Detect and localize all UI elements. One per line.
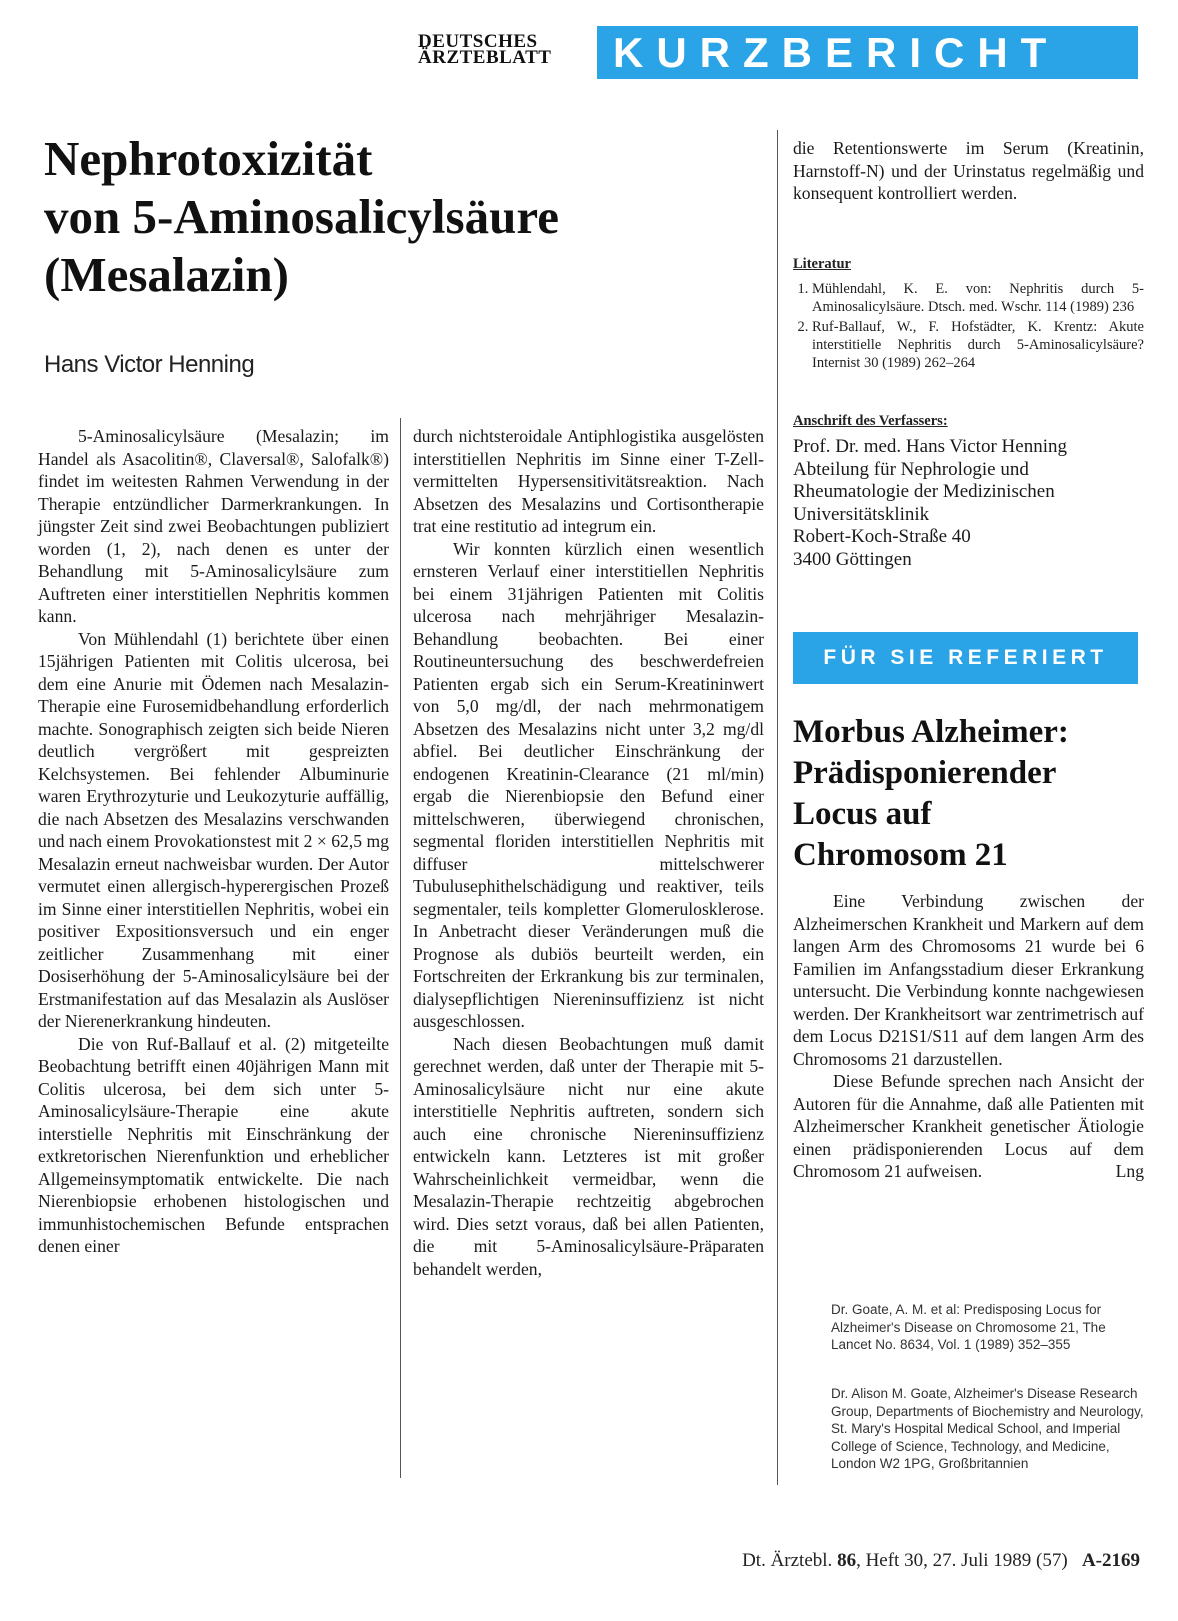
paragraph: durch nichtsteroidale Antiphlogistika ausgelösten interstitiellen Nephritis im Sinne einer T-Zell-vermittelten Hypersensitivitätsreaktion. Nach Absetzen des Mesalazins und Cortisontherapie trat eine restitutio ad integrum ein. bbox=[413, 426, 764, 536]
article-column-2 bbox=[413, 425, 764, 1280]
column-divider bbox=[400, 418, 401, 1478]
author-signature: Lng bbox=[1115, 1161, 1144, 1181]
paragraph: Von Mühlendahl (1) berichtete über einen 15jährigen Patienten mit Colitis ulcerosa, bei dem eine Anurie mit Ödemen nach Mesalazin-Therapie eine Furosemidbehandlung erforderlich machte. Sonographisch zeigten sich beide Nieren deutlich vergrößert mit gespreizten Kelchsystemen. Bei fehlender Albuminurie waren Erythrozyturie und Leukozyturie auffällig, die nach Absetzen des Mesalazins verschwanden und nach einem Provokationstest mit 2 × 62,5 mg Mesalazin erneut nachweisbar wurden. Der Autor vermutet einen allergisch-hyperergischen Prozeß im Sinne einer interstitiellen Nephritis, wobei ein positiver Expositionsversuch und ein enger zeitlicher Zusammenhang mit einer Dosiserhöhung der 5-Aminosalicylsäure bei der Erstmanifestation auf das Mesalazin als Auslöser der Nierenerkrankung hindeuten. bbox=[38, 628, 389, 1031]
address-line: 3400 Göttingen bbox=[793, 548, 912, 570]
literature-item: 2. Ruf-Ballauf, W., F. Hofstädter, K. Krentz: Akute interstitielle Nephritis durch 5-Aminosalicylsäure? Internist 30 (1989) 262–264 bbox=[812, 318, 1144, 372]
article-title-line1: Nephrotoxizität bbox=[44, 131, 373, 186]
address-heading: Anschrift des Verfassers: bbox=[793, 413, 948, 429]
paragraph-text: Diese Befunde sprechen nach Ansicht der Autoren für die Annahme, daß alle Patienten mit Alzheimerscher Krankheit genetischer Ätiologie einen prädisponierenden Locus auf dem Chromosom 21 aufweisen. bbox=[793, 1071, 1144, 1181]
literature-item: 1. Mühlendahl, K. E. von: Nephritis durch 5-Aminosalicylsäure. Dtsch. med. Wschr. 114 (1989) 236 bbox=[812, 280, 1144, 316]
column-divider bbox=[777, 130, 778, 1485]
page-footer bbox=[560, 1550, 1140, 1572]
sidebar-title-line1: Morbus Alzheimer: bbox=[793, 714, 1069, 750]
paragraph: Die von Ruf-Ballauf et al. (2) mitgeteilte Beobachtung betrifft einen 40jährigen Mann mit Colitis ulcerosa, bei dem sich unter 5-Aminosalicylsäure-Therapie eine akute interstielle Nephritis mit Einschränkung der extkretorischen Nierenfunktion und erheblicher Allgemeinsymptomatik entwickelte. Die nach Nierenbiopsie erhobenen histologischen und immunhistochemischen Befunde entsprachen denen einer bbox=[38, 1033, 389, 1256]
paragraph bbox=[793, 1070, 1144, 1183]
journal-masthead bbox=[418, 31, 588, 68]
footer-page-number: A-2169 bbox=[1081, 1550, 1140, 1571]
article-title bbox=[44, 130, 764, 304]
address-line: Rheumatologie der Medizinischen bbox=[793, 481, 1055, 502]
footer-issue-date: , Heft 30, 27. Juli 1989 (57) bbox=[856, 1550, 1068, 1571]
sidebar-body bbox=[793, 890, 1144, 1183]
sidebar-title-line2: Prädisponierender bbox=[793, 755, 1057, 791]
article-column-1 bbox=[38, 425, 389, 1258]
literature-list bbox=[790, 280, 1144, 374]
address-line: Universitätsklinik bbox=[793, 503, 930, 525]
paragraph: Eine Verbindung zwischen der Alzheimerschen Krankheit und Markern auf dem langen Arm des Chromosoms 21 wurde bei 6 Familien im Anfangsstadium dieser Erkrankung untersucht. Die Verbindung konnte nachgewiesen werden. Der Krankheitsort war zentrimetrisch auf dem Locus D21S1/S11 auf dem langen Arm des Chromosoms 21 darzustellen. bbox=[793, 891, 1144, 1069]
sidebar-source-citation: Dr. Goate, A. M. et al: Predisposing Locus for Alzheimer's Disease on Chromosome 21, The Lancet No. 8634, Vol. 1 (1989) 352–355 bbox=[831, 1302, 1106, 1352]
article-title-line3: (Mesalazin) bbox=[44, 247, 289, 302]
address-line: Prof. Dr. med. Hans Victor Henning bbox=[793, 436, 1067, 457]
sidebar-title-line3: Locus auf bbox=[793, 796, 932, 832]
sidebar-title-line4: Chromosom 21 bbox=[793, 837, 1008, 873]
address-line: Robert-Koch-Straße 40 bbox=[793, 526, 971, 547]
sidebar-title bbox=[793, 712, 1144, 876]
footer-volume: 86 bbox=[837, 1550, 857, 1571]
journal-name-line1: DEUTSCHES bbox=[418, 31, 538, 52]
address-line: Abteilung für Nephrologie und bbox=[793, 458, 1029, 480]
article-column-3-continuation bbox=[793, 137, 1144, 205]
paragraph: Wir konnten kürzlich einen wesentlich ernsteren Verlauf einer interstitiellen Nephritis bei einem 31jährigen Patienten mit Colitis ulcerosa nach mehrjähriger Mesalazin-Behandlung beobachten. Bei einer Routineuntersuchung des beschwerdefreien Patienten ergab sich ein Serum-Kreatininwert von 5,0 mg/dl, der nach mehrmonatigem Absetzen des Mesalazins nicht unter 3,2 mg/dl abfiel. Bei deutlicher Einschränkung der endogenen Kreatinin-Clearance (21 ml/min) ergab die Nierenbiopsie den Befund einer mittelschweren, überwiegend chronischen, segmental floriden interstitiellen Nephritis mit diffuser mittelschwerer Tubulusephithelschädigung und reaktiver, teils segmentaler, teils kompletter Glomerulosklerose. In Anbetracht dieser Veränderungen muß die Prognose als dubiös beurteilt werden, ein Fortschreiten der Erkrankung bis zur terminalen, dialysepflichtigen Niereninsuffizienz ist nicht ausgeschlossen. bbox=[413, 538, 764, 1031]
paragraph: Nach diesen Beobachtungen muß damit gerechnet werden, daß unter der Therapie mit 5-Aminosalicylsäure nicht nur eine akute interstitielle Nephritis auftreten, sondern sich auch eine chronische Niereninsuffizienz entwickeln kann. Letzteres ist mit großer Wahrscheinlichkeit vermeidbar, wenn die Mesalazin-Therapie rechtzeitig abgebrochen wird. Dies setzt voraus, daß bei allen Patienten, die mit 5-Aminosalicylsäure-Präparaten behandelt werden, bbox=[413, 1033, 764, 1279]
journal-name-line2: ÄRZTEBLATT bbox=[418, 47, 552, 68]
literature-heading: Literatur bbox=[793, 256, 851, 272]
sidebar-label-banner: FÜR SIE REFERIERT bbox=[793, 632, 1138, 684]
paragraph: 5-Aminosalicylsäure (Mesalazin; im Handel als Asacolitin®, Claversal®, Salofalk®) findet im weitesten Rahmen Verwendung in der Therapie entzündlicher Darmerkrankungen. In jüngster Zeit sind zwei Beobachtungen publiziert worden (1, 2), nach denen es unter der Behandlung mit 5-Aminosalicylsäure zum Auftreten einer interstitiellen Nephritis kommen kann. bbox=[38, 426, 389, 626]
article-title-line2: von 5-Aminosalicylsäure bbox=[44, 189, 559, 244]
author-address bbox=[793, 436, 1144, 571]
sidebar-source-address: Dr. Alison M. Goate, Alzheimer's Disease Research Group, Departments of Biochemistry and Neurology, St. Mary's Hospital Medical School, and Imperial College of Science, Technology, and Medicine, London W2 1PG, Großbritannien bbox=[831, 1386, 1144, 1471]
paragraph: die Retentionswerte im Serum (Kreatinin, Harnstoff-N) und der Urinstatus regelmäßig und konsequent kontrolliert werden. bbox=[793, 138, 1144, 203]
article-author: Hans Victor Henning bbox=[44, 351, 255, 378]
footer-journal: Dt. Ärztebl. bbox=[742, 1550, 833, 1571]
section-label-banner: KURZBERICHT bbox=[597, 26, 1138, 79]
